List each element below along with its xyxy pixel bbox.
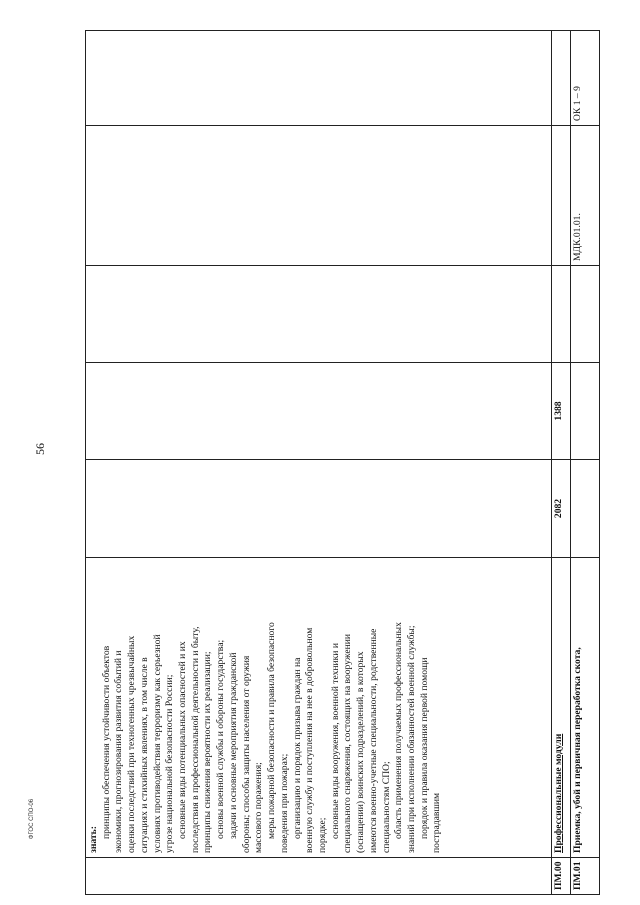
knowledge-line: специальностям СПО; [380, 761, 392, 853]
knowledge-line: пострадавшим [431, 792, 443, 853]
total-hours-cell [86, 459, 551, 557]
knowledge-line: меры пожарной безопасности и правила безопасного [266, 622, 278, 839]
knowledge-text [86, 558, 444, 857]
pm00-title: Профессиональные модули [551, 557, 570, 857]
footer-code: ФГОС СПО-06 [29, 798, 35, 840]
competencies-cell [86, 31, 551, 125]
knowledge-line: имеются военно-учетные специальности, родственные [367, 628, 379, 853]
pm00-mdk [551, 125, 570, 265]
knowledge-line: угрозе национальной безопасности России; [164, 674, 176, 853]
knowledge-line: специального снаряжения, состоящих на вооружении [342, 633, 354, 853]
knowledge-line: принципы снижения вероятности их реализации; [202, 651, 214, 853]
knowledge-line: основные виды потенциальных опасностей и их [177, 641, 189, 839]
knowledge-line: порядке; [316, 817, 328, 853]
pm00-total-hours: 2082 [551, 459, 570, 557]
pm01-mdk: МДК.01.01. [570, 125, 599, 265]
table-row-pm01 [570, 31, 599, 894]
mdk-cell [86, 125, 551, 265]
pm01-competencies: ОК 1 – 9 [572, 86, 583, 121]
empty-cell [86, 265, 551, 362]
page-number: 56 [32, 443, 47, 455]
pm01-class-hours [570, 362, 599, 459]
knowledge-line: (оснащении) воинских подразделений, в которых [355, 651, 367, 853]
knowledge-line: обороны; способы защиты населения от оружия [240, 655, 252, 853]
knowledge-line: принципы обеспечения устойчивости объектов [100, 645, 112, 839]
knowledge-line: массового поражения; [253, 762, 265, 853]
knowledge-line: организацию и порядок призыва граждан на [291, 657, 303, 839]
table-row-pm00 [551, 31, 571, 894]
pm00-empty [551, 265, 570, 362]
knowledge-line: экономики, прогнозирования развития событий и [113, 650, 125, 853]
pm01-title: Приемка, убой и первичная переработка скота, [570, 557, 599, 857]
knowledge-line: поведения при пожарах; [278, 753, 290, 853]
table-row-knowledge [86, 31, 552, 894]
pm00-competencies [551, 31, 570, 125]
knowledge-heading: знать: [88, 826, 99, 853]
knowledge-line: основы военной службы и обороны государства; [215, 639, 227, 839]
knowledge-line: задачи и основные мероприятия гражданской [227, 652, 239, 839]
pm01-total-hours [570, 459, 599, 557]
curriculum-table [85, 30, 600, 895]
pm00-class-hours: 1388 [551, 362, 570, 459]
knowledge-line: порядок и правила оказания первой помощи [418, 657, 430, 839]
pm01-empty [570, 265, 599, 362]
knowledge-line: военную службу и поступления на нее в добровольном [304, 627, 316, 853]
knowledge-line: область применения получаемых профессиональных [393, 622, 405, 839]
knowledge-line: последствия в профессиональной деятельности и быту, [189, 626, 201, 853]
knowledge-line: знаний при исполнении обязанностей военной службы; [405, 625, 417, 853]
knowledge-line: оценки последствий при техногенных чрезвычайных [126, 635, 138, 853]
knowledge-line: условиях противодействия терроризму как серьезной [151, 634, 163, 853]
pm01-code: ПМ.01 [570, 857, 599, 894]
table-wrapper [85, 30, 600, 895]
knowledge-cell [86, 557, 551, 857]
knowledge-line: основные виды вооружения, военной техники и [329, 643, 341, 839]
code-cell [86, 857, 551, 894]
pm00-code: ПМ.00 [551, 857, 570, 894]
class-hours-cell [86, 362, 551, 459]
knowledge-line: ситуациях и стихийных явлениях, в том числе в [138, 657, 150, 853]
